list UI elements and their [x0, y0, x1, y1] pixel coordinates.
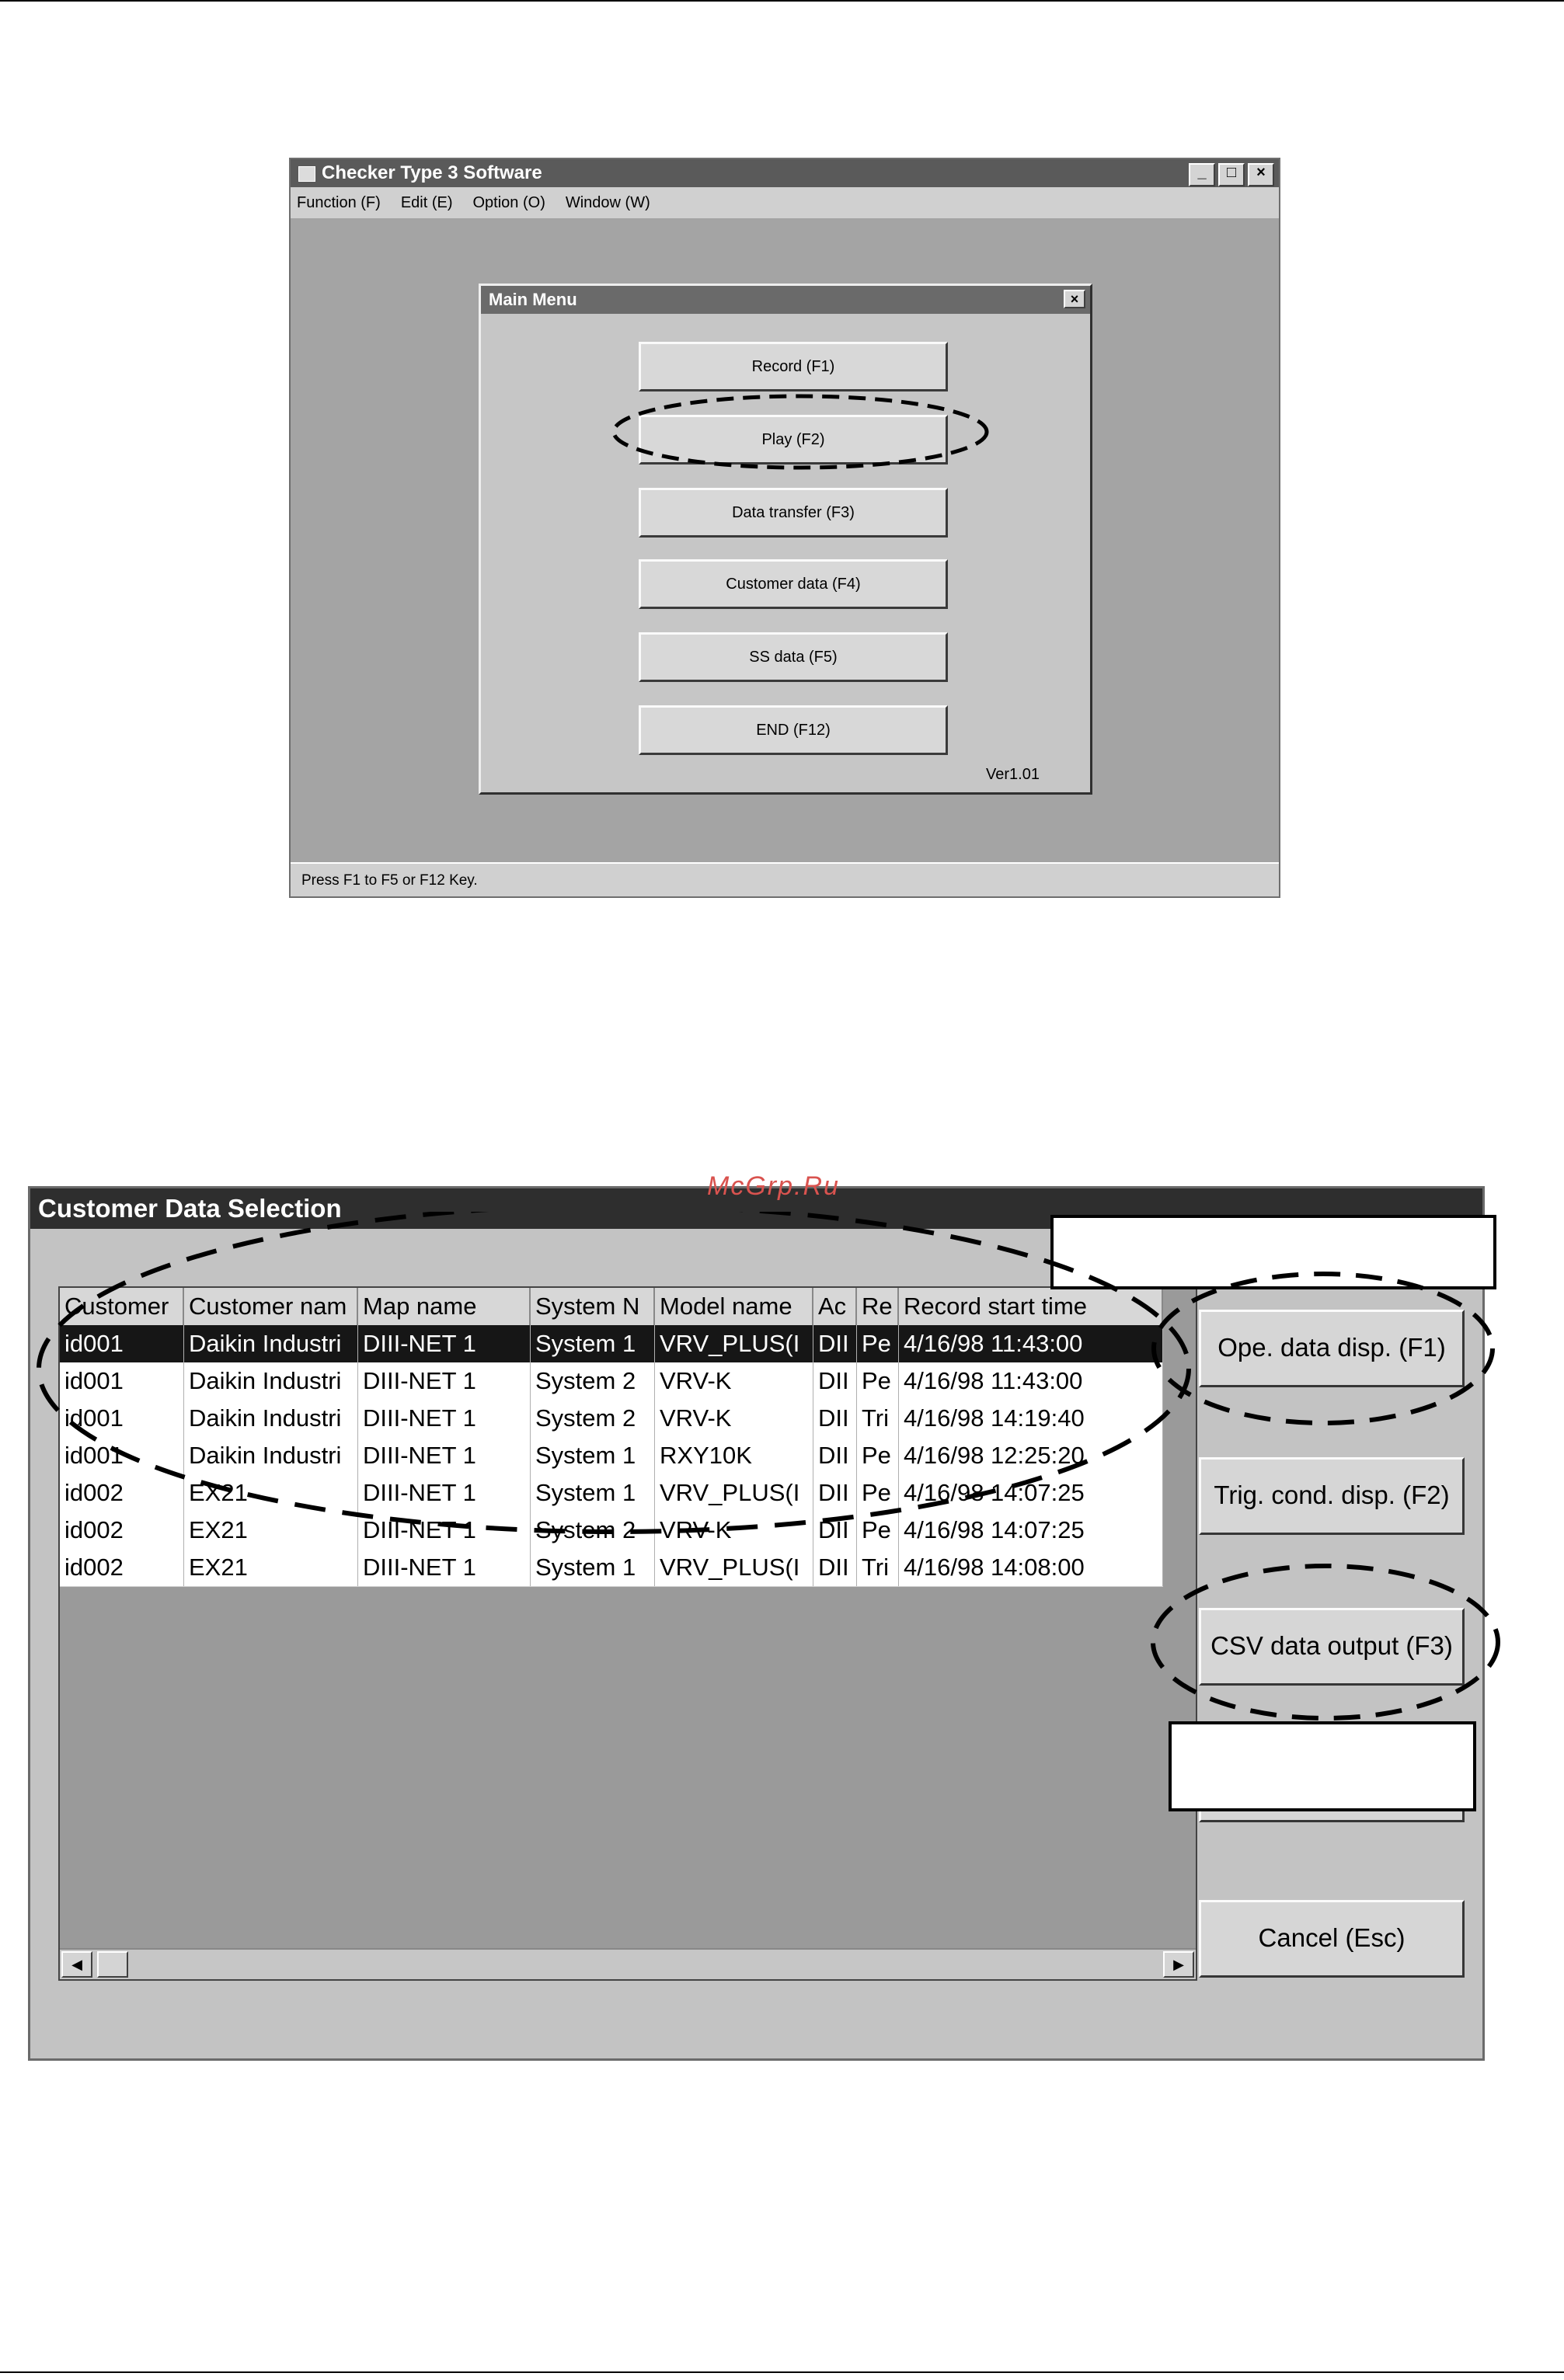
cell-system: System 1 — [531, 1474, 655, 1512]
cell-customer: id001 — [60, 1325, 184, 1362]
end-button[interactable]: END (F12) — [639, 705, 948, 755]
cell-map-name: DIII-NET 1 — [358, 1362, 531, 1400]
col-record-start-time[interactable]: Record start time — [899, 1288, 1163, 1325]
ss-data-button[interactable]: SS data (F5) — [639, 632, 948, 682]
status-text: Press F1 to F5 or F12 Key. — [301, 872, 478, 889]
cell-model-name: VRV_PLUS(I — [655, 1474, 813, 1512]
play-button[interactable]: Play (F2) — [639, 415, 948, 465]
cell-model-name: RXY10K — [655, 1437, 813, 1474]
cell-model-name: VRV-K — [655, 1512, 813, 1549]
restore-button[interactable]: □ — [1218, 163, 1245, 186]
col-map-name[interactable]: Map name — [358, 1288, 531, 1325]
main-menu-dialog — [479, 284, 1092, 795]
col-ac[interactable]: Ac — [813, 1288, 857, 1325]
cell-ac: DII — [813, 1549, 857, 1586]
cell-customer-name: EX21 — [184, 1549, 358, 1586]
cell-record-start: 4/16/98 14:07:25 — [899, 1512, 1163, 1549]
cell-map-name: DIII-NET 1 — [358, 1325, 531, 1362]
cell-system: System 1 — [531, 1325, 655, 1362]
cell-re: Tri — [857, 1549, 899, 1586]
bottom-rule — [0, 2371, 1564, 2373]
customer-data-button[interactable]: Customer data (F4) — [639, 559, 948, 609]
cell-map-name: DIII-NET 1 — [358, 1512, 531, 1549]
cell-system: System 2 — [531, 1512, 655, 1549]
cell-customer: id001 — [60, 1437, 184, 1474]
cell-ac: DII — [813, 1325, 857, 1362]
app-window — [289, 158, 1280, 898]
main-menu-title: Main Menu — [489, 290, 577, 309]
app-icon — [298, 166, 315, 182]
cell-customer: id001 — [60, 1400, 184, 1437]
version-label: Ver1.01 — [986, 766, 1040, 783]
cell-customer-name: Daikin Industri — [184, 1437, 358, 1474]
cell-re: Pe — [857, 1325, 899, 1362]
app-titlebar — [291, 159, 1279, 187]
cell-map-name: DIII-NET 1 — [358, 1474, 531, 1512]
ope-data-disp-button[interactable]: Ope. data disp. (F1) — [1199, 1310, 1465, 1387]
cell-customer-name: EX21 — [184, 1512, 358, 1549]
col-system-no[interactable]: System N — [531, 1288, 655, 1325]
cell-customer-name: EX21 — [184, 1474, 358, 1512]
cell-ac: DII — [813, 1437, 857, 1474]
menu-edit[interactable]: Edit (E) — [400, 194, 453, 211]
cell-map-name: DIII-NET 1 — [358, 1400, 531, 1437]
menu-function[interactable]: Function (F) — [297, 194, 381, 211]
main-menu-close-button[interactable]: × — [1064, 290, 1085, 308]
cell-customer: id001 — [60, 1362, 184, 1400]
customer-data-title: Customer Data Selection — [38, 1194, 342, 1223]
cell-customer-name: Daikin Industri — [184, 1400, 358, 1437]
cell-map-name: DIII-NET 1 — [358, 1549, 531, 1586]
col-customer[interactable]: Customer — [60, 1288, 184, 1325]
cell-re: Tri — [857, 1400, 899, 1437]
cell-record-start: 4/16/98 11:43:00 — [899, 1362, 1163, 1400]
cell-re: Pe — [857, 1437, 899, 1474]
cell-system: System 1 — [531, 1549, 655, 1586]
cell-customer: id002 — [60, 1549, 184, 1586]
cell-model-name: VRV-K — [655, 1400, 813, 1437]
cell-ac: DII — [813, 1362, 857, 1400]
cell-record-start: 4/16/98 14:07:25 — [899, 1474, 1163, 1512]
cell-record-start: 4/16/98 11:43:00 — [899, 1325, 1163, 1362]
main-menu-titlebar — [481, 286, 1090, 314]
trig-cond-disp-button[interactable]: Trig. cond. disp. (F2) — [1199, 1457, 1465, 1535]
csv-data-output-button[interactable]: CSV data output (F3) — [1199, 1608, 1465, 1686]
menu-option[interactable]: Option (O) — [472, 194, 545, 211]
cell-system: System 1 — [531, 1437, 655, 1474]
cell-map-name: DIII-NET 1 — [358, 1437, 531, 1474]
cell-record-start: 4/16/98 12:25:20 — [899, 1437, 1163, 1474]
cell-model-name: VRV_PLUS(I — [655, 1325, 813, 1362]
cell-customer-name: Daikin Industri — [184, 1362, 358, 1400]
minimize-button[interactable]: _ — [1189, 163, 1215, 186]
cancel-button[interactable]: Cancel (Esc) — [1199, 1900, 1465, 1978]
cell-ac: DII — [813, 1400, 857, 1437]
cell-re: Pe — [857, 1474, 899, 1512]
dashed-highlights — [0, 1212, 1564, 1755]
status-bar — [291, 862, 1279, 896]
cell-record-start: 4/16/98 14:19:40 — [899, 1400, 1163, 1437]
cell-customer-name: Daikin Industri — [184, 1325, 358, 1362]
menu-bar — [291, 187, 1279, 218]
menu-window[interactable]: Window (W) — [565, 194, 650, 211]
cell-re: Pe — [857, 1512, 899, 1549]
app-title: Checker Type 3 Software — [322, 162, 542, 183]
close-button[interactable]: × — [1248, 163, 1274, 186]
cell-ac: DII — [813, 1474, 857, 1512]
cell-model-name: VRV-K — [655, 1362, 813, 1400]
play-highlight — [606, 388, 994, 489]
col-customer-name[interactable]: Customer nam — [184, 1288, 358, 1325]
cell-system: System 2 — [531, 1362, 655, 1400]
col-re[interactable]: Re — [857, 1288, 899, 1325]
top-rule — [0, 0, 1564, 2]
cell-record-start: 4/16/98 14:08:00 — [899, 1549, 1163, 1586]
window-controls — [1189, 163, 1274, 183]
scroll-thumb[interactable] — [97, 1951, 128, 1978]
col-model-name[interactable]: Model name — [655, 1288, 813, 1325]
cell-re: Pe — [857, 1362, 899, 1400]
watermark-text: McGrp.Ru — [707, 1171, 840, 1201]
cell-customer: id002 — [60, 1512, 184, 1549]
horizontal-scrollbar[interactable] — [60, 1948, 1196, 1979]
record-button[interactable]: Record (F1) — [639, 342, 948, 391]
scroll-right-icon[interactable]: ▶ — [1163, 1951, 1194, 1978]
scroll-left-icon[interactable]: ◀ — [61, 1951, 92, 1978]
cell-ac: DII — [813, 1512, 857, 1549]
cell-model-name: VRV_PLUS(I — [655, 1549, 813, 1586]
data-transfer-button[interactable]: Data transfer (F3) — [639, 488, 948, 538]
cell-customer: id002 — [60, 1474, 184, 1512]
cell-system: System 2 — [531, 1400, 655, 1437]
